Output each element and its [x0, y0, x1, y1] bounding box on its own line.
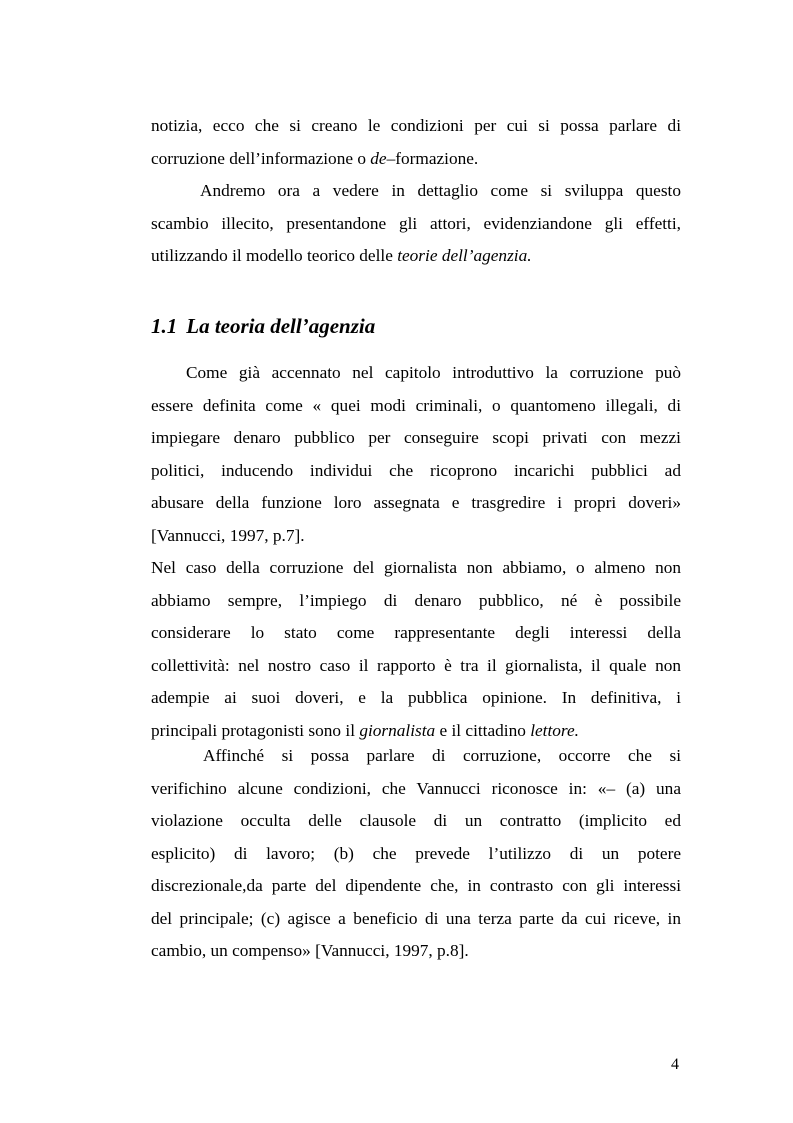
text-span: e il cittadino	[435, 720, 531, 740]
section-title: La teoria dell’agenzia	[186, 314, 376, 338]
section-number: 1.1	[151, 314, 178, 338]
text-line: notizia, ecco che si creano le condizioni per cui si possa parlare di	[151, 116, 681, 135]
text-line: politici, inducendo individui che ricoprono incarichi pubblici ad	[151, 460, 681, 480]
text-line: discrezionale,da parte del dipendente che, in contrasto con gli interessi	[151, 876, 681, 895]
italic-term: lettore.	[530, 720, 579, 740]
text-line: Nel caso della corruzione del giornalista non abbiamo, o almeno non	[151, 558, 681, 577]
text-line	[151, 143, 681, 176]
text-line: considerare lo stato come rappresentante degli interessi della	[151, 623, 681, 642]
text-line: impiegare denaro pubblico per conseguire scopi privati con mezzi	[151, 428, 681, 447]
section-heading	[151, 314, 375, 339]
text-line: esplicito) di lavoro; (b) che prevede l’utilizzo di un potere	[151, 843, 681, 863]
text-line: cambio, un compenso» [Vannucci, 1997, p.8].	[151, 941, 469, 960]
text-line: abbiamo sempre, l’impiego di denaro pubblico, né è possibile	[151, 590, 681, 610]
page-number: 4	[671, 1056, 679, 1073]
text-line: Andremo ora a vedere in dettaglio come si sviluppa questo	[200, 181, 681, 200]
text-span: utilizzando il modello teorico delle	[151, 246, 398, 265]
text-line	[151, 240, 681, 273]
text-line: verifichino alcune condizioni, che Vannucci riconosce in: «– (a) una	[151, 778, 681, 798]
text-line: del principale; (c) agisce a beneficio di una terza parte da cui riceve, in	[151, 908, 681, 928]
text-line: Come già accennato nel capitolo introduttivo la corruzione può	[186, 363, 681, 382]
text-span: principali protagonisti sono il	[151, 720, 360, 740]
italic-term: giornalista	[359, 720, 436, 740]
text-line: Affinché si possa parlare di corruzione, occorre che si	[203, 746, 681, 765]
text-line: [Vannucci, 1997, p.7].	[151, 525, 305, 545]
text-line: collettività: nel nostro caso il rapporto è tra il giornalista, il quale non	[151, 655, 681, 675]
paragraph-andremo	[151, 175, 681, 273]
text-line: abusare della funzione loro assegnata e trasgredire i propri doveri»	[151, 493, 681, 512]
paragraph-giornalista	[151, 552, 681, 747]
text-line: adempie ai suoi doveri, e la pubblica opinione. In definitiva, i	[151, 688, 681, 707]
text-line: violazione occulta delle clausole di un contratto (implicito ed	[151, 811, 681, 830]
text-span: corruzione dell’informazione o	[151, 148, 371, 168]
intro-paragraph	[151, 110, 681, 175]
text-span: –formazione.	[386, 148, 479, 168]
text-line: essere definita come « quei modi criminali, o quantomeno illegali, di	[151, 395, 681, 415]
paragraph-definition	[151, 357, 681, 552]
text-line: scambio illecito, presentandone gli attori, evidenziandone gli effetti,	[151, 213, 681, 233]
italic-term: teorie dell’agenzia.	[397, 246, 532, 265]
paragraph-condizioni	[151, 740, 681, 968]
italic-term: de	[370, 148, 387, 168]
